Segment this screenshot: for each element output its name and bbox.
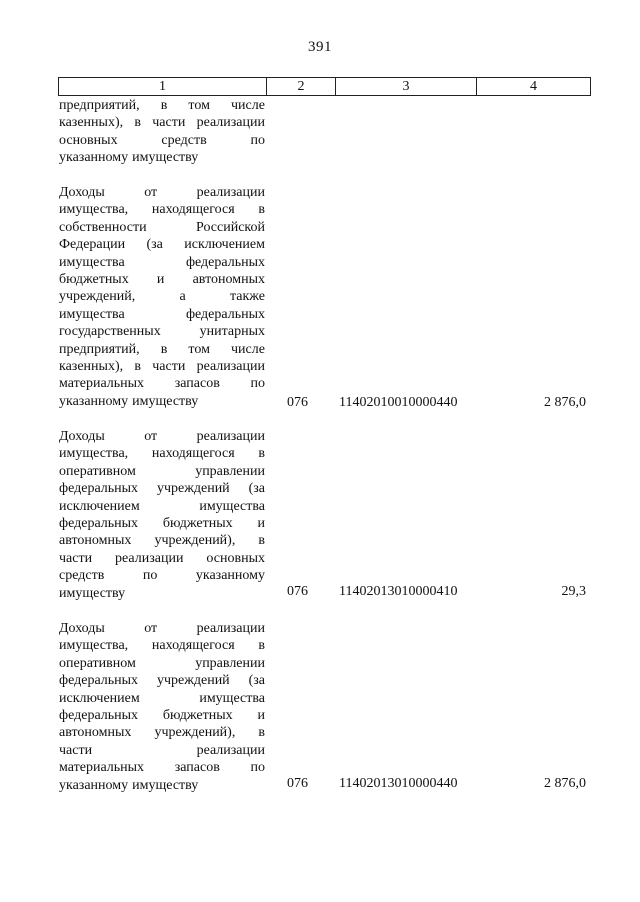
table-row-description — [59, 620, 265, 794]
description-line — [59, 428, 265, 445]
description-word: а — [179, 289, 186, 305]
description-line — [59, 724, 265, 741]
description-word: бюджетных — [162, 515, 233, 531]
description-word: от — [144, 185, 158, 200]
description-word: реализации — [196, 185, 265, 200]
description-line — [59, 341, 265, 358]
description-word: казенных), — [59, 115, 124, 131]
description-line — [59, 498, 265, 515]
description-word: учреждений, — [59, 289, 136, 305]
description-word: запасов — [174, 760, 220, 776]
description-word: указанному — [195, 568, 265, 584]
description-word: имущества — [59, 254, 125, 270]
description-word: собственности — [59, 219, 147, 235]
description-word: части — [59, 550, 93, 566]
description-line — [59, 358, 265, 375]
description-line — [59, 585, 265, 602]
description-word: также — [229, 289, 265, 305]
description-word: реализации — [196, 429, 265, 444]
admin-code-cell: 076 — [287, 395, 308, 410]
description-word: том — [188, 341, 210, 357]
description-word: и — [257, 707, 265, 723]
description-word: числе — [231, 98, 265, 113]
description-word: основных — [59, 132, 118, 148]
description-word: Доходы — [59, 185, 105, 200]
admin-code-cell: 076 — [287, 776, 308, 791]
description-word: в — [258, 725, 265, 741]
description-word: имуществу — [132, 150, 199, 166]
description-line — [59, 532, 265, 549]
column-header-2: 2 — [267, 78, 336, 96]
description-line — [59, 149, 265, 166]
description-line — [59, 306, 265, 323]
description-word: учреждений), — [154, 533, 236, 549]
description-line — [59, 219, 265, 236]
description-line — [59, 184, 265, 201]
description-word: числе — [231, 341, 265, 357]
description-word: в — [258, 202, 265, 218]
description-line — [59, 445, 265, 462]
description-word: указанному — [59, 777, 129, 793]
description-word: указанному — [59, 393, 129, 409]
amount-cell: 2 876,0 — [544, 395, 586, 410]
description-word: в — [134, 115, 141, 131]
description-word: реализации — [196, 115, 265, 131]
description-word: исключением — [59, 498, 140, 514]
description-word: автономных — [59, 533, 132, 549]
description-word: находящегося — [151, 638, 235, 654]
admin-code-cell: 076 — [287, 584, 308, 599]
description-word: бюджетных — [59, 271, 129, 287]
description-word: реализации — [196, 621, 265, 636]
description-word: запасов — [174, 376, 220, 392]
description-word: учреждений — [156, 481, 230, 497]
description-word: находящегося — [151, 202, 235, 218]
description-word: унитарных — [199, 324, 265, 340]
description-word: имущества — [199, 690, 265, 706]
column-header-table — [58, 77, 591, 96]
description-word: федеральных — [185, 306, 265, 322]
description-word: от — [144, 429, 158, 444]
budget-code-cell: 11402010010000440 — [339, 395, 458, 410]
description-word: от — [144, 621, 158, 636]
column-header-4: 4 — [477, 78, 591, 96]
description-word: имуществу — [132, 393, 199, 409]
description-word: реализации — [196, 742, 265, 758]
amount-cell: 29,3 — [561, 584, 586, 599]
description-word: (за — [146, 237, 163, 253]
description-word: Доходы — [59, 429, 105, 444]
description-line — [59, 515, 265, 532]
description-word: автономных — [192, 271, 265, 287]
description-line — [59, 620, 265, 637]
description-word: в — [160, 341, 168, 357]
description-word: Доходы — [59, 621, 105, 636]
description-word: и — [156, 271, 165, 287]
description-word: том — [188, 98, 210, 113]
description-word: учреждений — [156, 673, 230, 689]
description-word: управлении — [195, 655, 265, 671]
description-word: части — [59, 742, 93, 758]
table-row-description — [59, 184, 265, 410]
description-word: средств — [59, 568, 105, 584]
description-word: Российской — [196, 219, 265, 235]
description-word: управлении — [195, 463, 265, 479]
description-word: учреждений), — [154, 725, 236, 741]
description-line — [59, 777, 265, 794]
description-line — [59, 97, 265, 114]
description-line — [59, 393, 265, 410]
description-word: исключением — [184, 237, 265, 253]
description-word: в — [258, 638, 265, 654]
description-line — [59, 637, 265, 654]
description-word: реализации — [196, 358, 265, 374]
description-line — [59, 114, 265, 131]
column-header-1: 1 — [59, 78, 267, 96]
description-word: предприятий, — [59, 98, 140, 113]
description-line — [59, 132, 265, 149]
description-line — [59, 742, 265, 759]
description-word: (за — [248, 673, 265, 689]
description-line — [59, 550, 265, 567]
description-line — [59, 672, 265, 689]
description-word: материальных — [59, 760, 145, 776]
description-word: государственных — [59, 324, 161, 340]
description-line — [59, 323, 265, 340]
column-header-3: 3 — [336, 78, 477, 96]
description-line — [59, 201, 265, 218]
description-word: указанному — [59, 150, 129, 166]
description-line — [59, 480, 265, 497]
description-line — [59, 254, 265, 271]
amount-cell: 2 876,0 — [544, 776, 586, 791]
description-word: федеральных — [59, 515, 139, 531]
description-word: средств — [161, 132, 207, 148]
description-word: исключением — [59, 690, 140, 706]
description-word: оперативном — [59, 655, 136, 671]
description-word: в — [258, 446, 265, 462]
description-word: имущества, — [59, 446, 129, 462]
description-word: бюджетных — [162, 707, 233, 723]
description-word: федеральных — [59, 673, 139, 689]
description-word: Федерации — [59, 237, 126, 253]
description-word: в — [160, 98, 168, 113]
description-word: федеральных — [59, 707, 139, 723]
description-line — [59, 707, 265, 724]
description-word: и — [257, 515, 265, 531]
description-line — [59, 759, 265, 776]
budget-code-cell: 11402013010000410 — [339, 584, 458, 599]
description-word: имущества, — [59, 202, 129, 218]
description-word: (за — [248, 481, 265, 497]
description-line — [59, 236, 265, 253]
description-line — [59, 288, 265, 305]
description-word: федеральных — [59, 481, 139, 497]
description-word: по — [142, 568, 158, 584]
description-word: имуществу — [59, 585, 126, 601]
description-word: автономных — [59, 725, 132, 741]
description-word: имущества — [59, 306, 125, 322]
description-line — [59, 690, 265, 707]
description-word: в — [134, 358, 141, 374]
description-line — [59, 271, 265, 288]
description-line — [59, 463, 265, 480]
description-word: по — [250, 132, 265, 148]
table-row-description — [59, 97, 265, 167]
column-header-row — [59, 78, 591, 96]
description-line — [59, 655, 265, 672]
description-word: казенных), — [59, 358, 124, 374]
page-number: 391 — [308, 39, 332, 55]
description-word: предприятий, — [59, 341, 140, 357]
description-word: федеральных — [185, 254, 265, 270]
description-word: по — [250, 760, 265, 776]
description-line — [59, 567, 265, 584]
description-word: части — [152, 358, 186, 374]
description-word: имущества, — [59, 638, 129, 654]
description-line — [59, 375, 265, 392]
description-word: в — [258, 533, 265, 549]
description-word: оперативном — [59, 463, 136, 479]
description-word: части — [152, 115, 186, 131]
description-word: основных — [206, 550, 265, 566]
description-word: имуществу — [132, 777, 199, 793]
description-word: по — [250, 376, 265, 392]
table-row-description — [59, 428, 265, 602]
description-word: материальных — [59, 376, 145, 392]
description-word: имущества — [199, 498, 265, 514]
description-word: реализации — [115, 550, 184, 566]
description-word: находящегося — [151, 446, 235, 462]
budget-code-cell: 11402013010000440 — [339, 776, 458, 791]
